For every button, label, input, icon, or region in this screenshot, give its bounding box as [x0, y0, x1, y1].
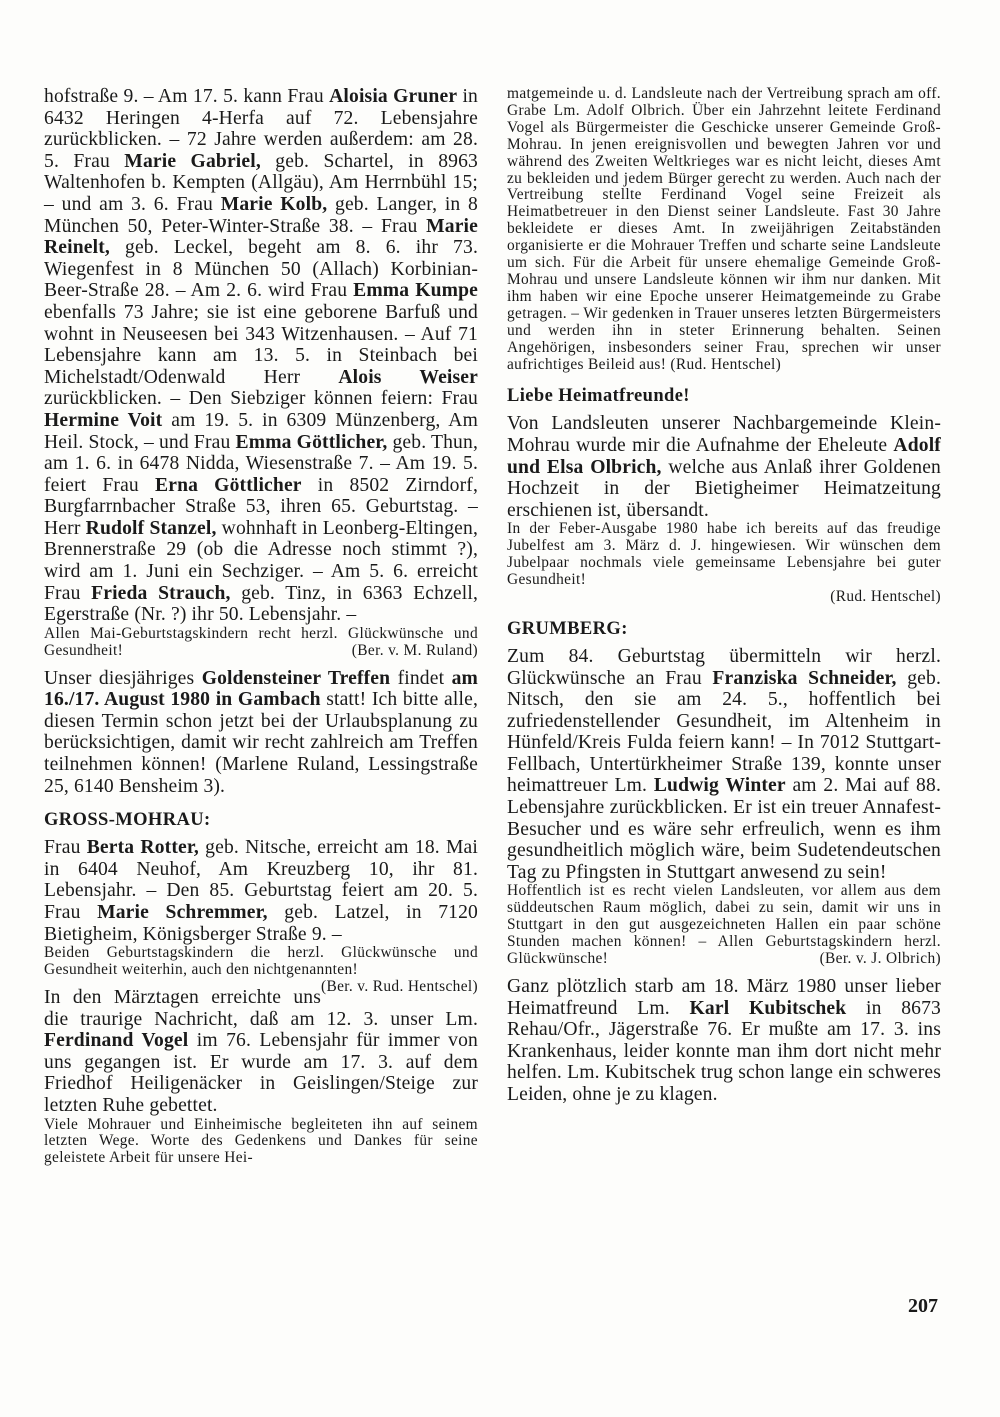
name-highlight: Marie Reinelt,: [44, 215, 478, 259]
text-run: ebenfalls 73 Jahre; sie ist eine geborene Barfuß und wohnt in Neuseesen bei 343 Witzenhausen. – Auf 71 Lebensjahre kann am 13. 5. in Steinbach bei Michelstadt/Odenwald Herr: [44, 301, 478, 388]
text-run: geb. Nitsch, den sie am 24. 5., hoffentlich bei zufriedenstellender Gesundheit, im Altenheim in Hünfeld/Kreis Fulda feiern kann! – In 7012 Stuttgart-Fellbach, Untertürkheimer Straße 139, konnte unser heimattreuer Lm.: [507, 667, 941, 797]
article-paragraph: [44, 1117, 478, 1168]
text-run: findet: [390, 667, 452, 689]
section-heading: [44, 809, 478, 831]
text-run: wohnhaft in Leonberg-Eltingen, Brennerstraße 29 (ob die Adresse noch stimmt ?), wird am 1. Juni ein Sechziger. – Am 5. 6. erreicht Frau: [44, 517, 479, 604]
text-run: geb. Langer, in 8 München 50, Peter-Winter-Straße 38. – Frau: [44, 193, 479, 237]
text-run: Hoffentlich ist es recht vielen Landsleuten, vor allem aus dem süddeutschen Raum möglich, dabei zu sein, damit wir uns in Stuttgart in den gut ausgezeichneten Hallen ein paar schöne Stunden machen können! – Allen Geburtstagskindern herzl. Glückwünsche!: [507, 882, 941, 968]
text-run: geb. Nitsche, erreicht am 18. Mai in 6404 Neuhof, Am Kreuzberg 10, ihr 81. Lebensjahr. – Den 85. Geburtstag feiert am 20. 5. Frau: [44, 837, 479, 923]
name-highlight: Ludwig Winter: [653, 775, 786, 797]
text-run: statt! Ich bitte alle, diesen Termin schon jetzt bei der Urlaubsplanung zu berücksichtigen, damit wir recht zahlreich am Treffen teilnehmen können! (Marlene Ruland, Lessingstraße 25, 6140 Bensheim 3).: [44, 689, 478, 797]
text-run: im 76. Lebensjahr für immer von uns gegangen ist. Er wurde am 17. 3. auf dem Friedhof Heiligenäcker in Geislingen/Steige zur letzten Ruhe gebettet.: [44, 1030, 478, 1116]
text-run: Viele Mohrauer und Einheimische begleiteten ihn auf seinem letzten Wege. Worte des Gedenkens und Dankes für seine geleistete Arbeit für unsere Hei-: [44, 1115, 478, 1167]
text-run: Frau: [44, 837, 87, 859]
name-highlight: Rudolf Stanzel,: [85, 517, 217, 539]
text-run: geb. Schartel, in 8963 Waltenhofen b. Kempten (Allgäu), Am Herrnbühl 15; – und am 3. 6. Frau: [44, 150, 479, 215]
article-paragraph: [44, 837, 478, 945]
text-run: Von Landsleuten unserer Nachbargemeinde Klein-Mohrau wurde mir die Aufnahme der Eheleute: [507, 413, 941, 456]
text-run: GRUMBERG:: [507, 618, 628, 639]
text-run: matgemeinde u. d. Landsleute nach der Vertreibung sprach am off. Grabe Lm. Adolf Olbrich. Über ein Jahrzehnt leitete Ferdinand Vogel als Bürgermeister die Geschicke unserer Gemeinde Groß-Mohrau. In jenen ereignisvollen und bewegten Jahren vor und während des Zweiten Weltkrieges war es nicht leicht, dieses Amt zu bekleiden und jedem Bürger gerecht zu werden. Auch nach der Vertreibung stellte Ferdinand Vogel seine Freizeit als Heimatbetreuer in den Dienst seiner Landsleute. Fast 30 Jahre bekleidete er dieses Amt. In zweijährigen Zeitabständen organisierte er die Mohrauer Treffen und scharte seine Landsleute um sich. Für die Arbeit für unsere ehemalige Gemeinde Groß-Mohrau und unsere Landsleute können wir ihm nur danken. Mit ihm haben wir eine Epoche unserer Heimatgemeinde zu Grabe getragen. – Wir gedenken in Trauer unseres letzten Bürgermeisters und werden ihn in steter Erinnerung behalten. Seinen Angehörigen, insbesonders seiner Frau, sprechen wir unser aufrichtiges Beileid aus! (Rud. Hentschel): [507, 85, 941, 373]
name-highlight: Marie Schremmer,: [97, 902, 268, 923]
text-run: geb. Thun, am 1. 6. in 6478 Nidda, Wiesenstraße 7. – Am 19. 5. feiert Frau: [44, 431, 479, 496]
name-highlight: Aloisia Gruner: [329, 86, 458, 107]
text-run: In der Feber-Ausgabe 1980 habe ich bereits auf das freudige Jubelfest am 3. März d. J. hingewiesen. Wir wünschen dem Jubelpaar nochmals viele gemeinsame Lebensjahre bei guter Gesundheit!: [507, 520, 941, 589]
text-run: hofstraße 9. – Am 17. 5. kann Frau: [44, 86, 330, 107]
text-run: Ganz plötzlich starb am 18. März 1980 unser lieber Heimatfreund Lm.: [507, 975, 941, 1019]
name-highlight: Ferdinand Vogel: [44, 1030, 189, 1052]
article-paragraph: [44, 626, 478, 660]
article-paragraph: [507, 976, 941, 1106]
text-run: Beiden Geburtstagskindern die herzl. Glückwünsche und Gesundheit weiterhin, auch den nichtgenannten!: [44, 944, 478, 979]
author-credit: [507, 589, 941, 606]
author-credit: (Ber. v. Rud. Hentschel): [321, 978, 478, 995]
left-column: [44, 86, 478, 1167]
text-run: In den Märztagen erreichte uns die traurige Nachricht, daß am 12. 3. unser Lm.: [44, 987, 478, 1030]
text-run: am 2. Mai auf 88. Lebensjahre zurückblicken. Er ist ein treuer Annafest-Besucher und es wäre sehr erfreulich, wenn es ihm gesundheitlich möglich wäre, beim Sudetendeutschen Tag zu Pfingsten in Stuttgart anwesend zu sein!: [507, 775, 941, 883]
section-heading: [507, 385, 941, 407]
text-run: in 8502 Zirndorf, Burgfarrnbacher Straße 53, ihren 65. Geburtstag. – Herr: [44, 474, 478, 539]
name-highlight: Franziska Schneider,: [712, 667, 897, 689]
author-credit: (Ber. v. J. Olbrich): [819, 950, 941, 968]
name-highlight: Emma Göttlicher,: [235, 431, 388, 453]
text-run: zurückblicken. – Den Siebziger können feiern: Frau: [44, 388, 478, 410]
text-run: welche aus Anlaß ihrer Goldenen Hochzeit in der Bietigheimer Heimatzeitung erschienen ist, übersandt.: [507, 456, 942, 521]
text-run: Zum 84. Geburtstag übermitteln wir herzl. Glückwünsche an Frau: [507, 645, 941, 689]
page-number: 207: [908, 1295, 938, 1317]
text-run: in 8673 Rehau/Ofr., Jägerstraße 76. Er mußte am 17. 3. ins Krankenhaus, leider konnte man ihm dort nicht mehr helfen. Lm. Kubitschek trug schon lange ein schweres Leiden, ohne je zu klagen.: [507, 997, 941, 1105]
text-run: Unser diesjähriges: [44, 667, 202, 689]
name-highlight: Emma Kumpe: [353, 280, 478, 302]
article-paragraph: [507, 86, 941, 373]
right-column: [507, 86, 941, 1106]
name-highlight: Hermine Voit: [44, 409, 163, 431]
text-run: geb. Leckel, begeht am 8. 6. ihr 73. Wiegenfest in 8 München 50 (Allach) Korbinian-Beer-Straße 28. – Am 2. 6. wird Frau: [44, 237, 478, 302]
name-highlight: am 16./17. August 1980 in Gambach: [44, 667, 478, 711]
article-paragraph: [44, 944, 478, 995]
text-run: Allen Mai-Geburtstagskindern recht herzl. Glückwünsche und Gesundheit!: [44, 624, 478, 659]
name-highlight: Adolf und Elsa Olbrich,: [507, 435, 941, 478]
name-highlight: Marie Gabriel,: [124, 150, 261, 172]
article-paragraph: [507, 646, 941, 884]
name-highlight: Marie Kolb,: [220, 193, 328, 215]
article-paragraph: [507, 521, 941, 589]
article-paragraph: [44, 987, 478, 1117]
article-paragraph: [44, 86, 478, 626]
name-highlight: Karl Kubitschek: [689, 997, 847, 1019]
text-run: (Rud. Hentschel): [830, 588, 941, 605]
text-run: am 19. 5. in 6309 Münzenberg, Am Heil. Stock, – und Frau: [44, 409, 478, 453]
name-highlight: Frieda Strauch,: [91, 582, 231, 604]
text-run: geb. Latzel, in 7120 Bietigheim, Königsberger Straße 9. –: [44, 902, 478, 945]
author-credit: (Ber. v. M. Ruland): [351, 641, 478, 659]
section-heading: [507, 618, 941, 640]
article-paragraph: [507, 883, 941, 968]
name-highlight: Berta Rotter,: [86, 837, 199, 859]
text-run: GROSS-MOHRAU:: [44, 810, 211, 831]
name-highlight: Alois Weiser: [338, 366, 478, 388]
text-run: Liebe Heimatfreunde!: [507, 386, 690, 407]
name-highlight: Erna Göttlicher: [155, 474, 302, 496]
name-highlight: Goldensteiner Treffen: [201, 667, 391, 689]
text-run: geb. Tinz, in 6363 Echzell, Egerstraße (Nr. ?) ihr 50. Lebensjahr. –: [44, 582, 478, 626]
article-paragraph: [44, 668, 478, 798]
text-run: in 6432 Heringen 4-Herfa auf 72. Lebensjahre zurückblicken. – 72 Jahre werden außerdem: am 28. 5. Frau: [44, 86, 478, 172]
article-paragraph: [507, 413, 941, 521]
